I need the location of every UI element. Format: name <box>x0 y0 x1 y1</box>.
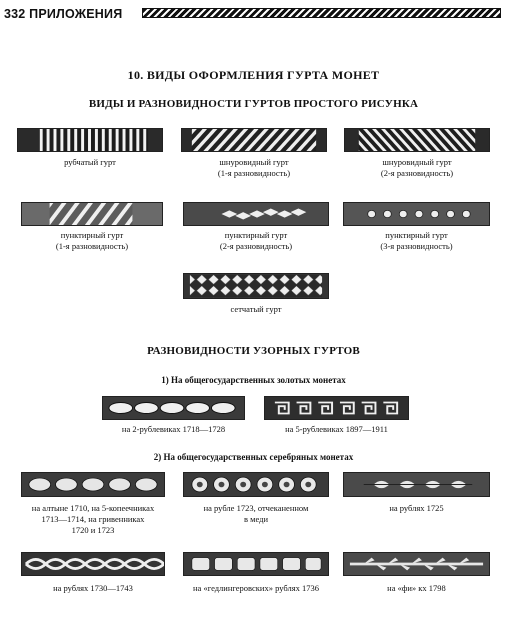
caption-gold-2: на 5-рублевиках 1897—1911 <box>285 424 388 434</box>
caption-gold-1: на 2-рублевиках 1718—1728 <box>121 424 226 434</box>
edge-image-gold-1 <box>102 396 245 420</box>
caption-corded-1: шнуровидный гурт (1-я разновидность) <box>217 157 291 178</box>
decorative-header-band <box>142 8 501 18</box>
edge-image-gold-2 <box>264 396 409 420</box>
caption-silver-3: на рублях 1725 <box>389 503 444 513</box>
subsection-title-silver: 2) На общегосударственных серебряных монетах <box>153 452 354 462</box>
caption-dotted-3: пунктирный гурт (3-я разновидность) <box>380 230 453 251</box>
running-header <box>4 6 501 22</box>
edge-image-corded-2 <box>344 128 490 152</box>
page-title: 10. ВИДЫ ОФОРМЛЕНИЯ ГУРТА МОНЕТ <box>127 68 380 82</box>
edge-image-corded-1 <box>181 128 327 152</box>
caption-silver-5: на «гедлингеровских» рублях 1736 <box>193 583 319 593</box>
caption-corded-2: шнуровидный гурт (2-я разновидность) <box>380 157 454 178</box>
caption-silver-6: на «фи» кх 1798 <box>387 583 446 593</box>
section-title-patterned-edges: РАЗНОВИДНОСТИ УЗОРНЫХ ГУРТОВ <box>147 345 360 357</box>
edge-image-silver-5 <box>183 552 329 576</box>
edge-image-silver-3 <box>343 472 490 497</box>
caption-dotted-1: пунктирный гурт (1-я разновидность) <box>55 230 129 251</box>
edge-image-reeded <box>17 128 163 152</box>
caption-dotted-2: пунктирный гурт (2-я разновидность) <box>219 230 293 251</box>
edge-image-mesh <box>183 273 329 299</box>
caption-silver-2: на рубле 1723, отчеканенном в меди <box>203 503 309 524</box>
edge-image-dotted-2 <box>183 202 329 226</box>
edge-image-silver-6 <box>343 552 490 576</box>
caption-silver-1: на алтыне 1710, на 5-копеечниках 1713—1714, на гривенниках 1720 и 1723 <box>31 503 155 535</box>
caption-silver-4: на рублях 1730—1743 <box>53 583 133 593</box>
edge-image-silver-4 <box>21 552 165 576</box>
page-number-and-section: 332 ПРИЛОЖЕНИЯ <box>4 7 123 21</box>
edge-image-silver-1 <box>21 472 165 497</box>
edge-image-silver-2 <box>183 472 329 497</box>
caption-mesh: сетчатый гурт <box>230 304 282 314</box>
edge-image-dotted-1 <box>21 202 163 226</box>
section-title-simple-edges: ВИДЫ И РАЗНОВИДНОСТИ ГУРТОВ ПРОСТОГО РИСУНКА <box>88 98 419 110</box>
subsection-title-gold: 1) На общегосударственных золотых монетах <box>161 375 346 385</box>
edge-image-dotted-3 <box>343 202 490 226</box>
caption-reeded: рубчатый гурт <box>64 157 116 167</box>
